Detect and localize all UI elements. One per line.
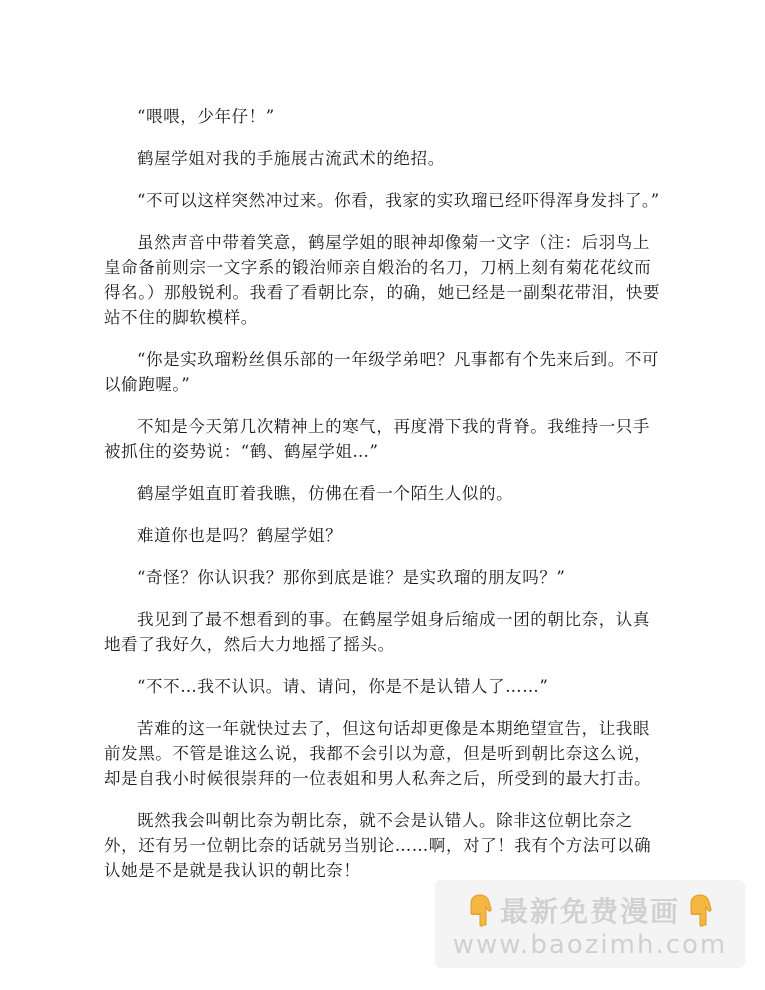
paragraph: “不不…我不认识。请、请问，你是不是认错人了……” <box>137 677 549 696</box>
paragraph: 鹤屋学姐直盯着我瞧，仿佛在看一个陌生人似的。 <box>137 484 514 503</box>
paragraph: 虽然声音中带着笑意，鹤屋学姐的眼神却像菊一文字（注：后羽鸟上皇命备前则宗一文字系的锻治师亲自煅治的名刀，刀柄上刻有菊花花纹而得名。）那般锐利。我看了看朝比奈，的确，她已经是一副梨花带泪，快要站不住的脚软模样。 <box>104 233 661 327</box>
paragraph: 苦难的这一年就快过去了，但这句话却更像是本期绝望宣告，让我眼前发黑。不管是谁这么说，我都不会引以为意，但是听到朝比奈这么说，却是自我小时候很崇拜的一位表姐和男人私奔之后，所受到的最大打击。 <box>104 719 652 788</box>
paragraph: 难道你也是吗？鹤屋学姐？ <box>137 526 343 545</box>
paragraph: “喂喂，少年仔！” <box>137 107 275 126</box>
pointing-down-hand-icon <box>466 893 494 927</box>
watermark <box>435 880 745 968</box>
paragraph: 我见到了最不想看到的事。在鹤屋学姐身后缩成一团的朝比奈，认真地看了我好久，然后大力地摇了摇头。 <box>104 610 650 654</box>
watermark-title-row <box>435 890 745 930</box>
paragraph: “奇怪？你认识我？那你到底是谁？是实玖瑠的朋友吗？” <box>137 568 566 587</box>
paragraph: 不知是今天第几次精神上的寒气，再度滑下我的背脊。我维持一只手被抓住的姿势说：“鹤、鹤屋学姐…” <box>104 417 650 461</box>
paragraph: “不可以这样突然冲过来。你看，我家的实玖瑠已经吓得浑身发抖了。” <box>137 191 660 210</box>
watermark-title: 最新免费漫画 <box>499 895 680 928</box>
watermark-url: www.baozimh.com <box>452 930 728 960</box>
paragraph: “你是实玖瑠粉丝俱乐部的一年级学弟吧？凡事都有个先来后到。不可以偷跑喔。” <box>104 350 660 394</box>
body-text <box>104 104 664 900</box>
paragraph: 既然我会叫朝比奈为朝比奈，就不会是认错人。除非这位朝比奈之外，还有另一位朝比奈的话就另当别论……啊，对了！我有个方法可以确认她是不是就是我认识的朝比奈！ <box>104 811 652 880</box>
paragraph: 鹤屋学姐对我的手施展古流武术的绝招。 <box>137 149 445 168</box>
pointing-down-hand-icon <box>686 893 714 927</box>
